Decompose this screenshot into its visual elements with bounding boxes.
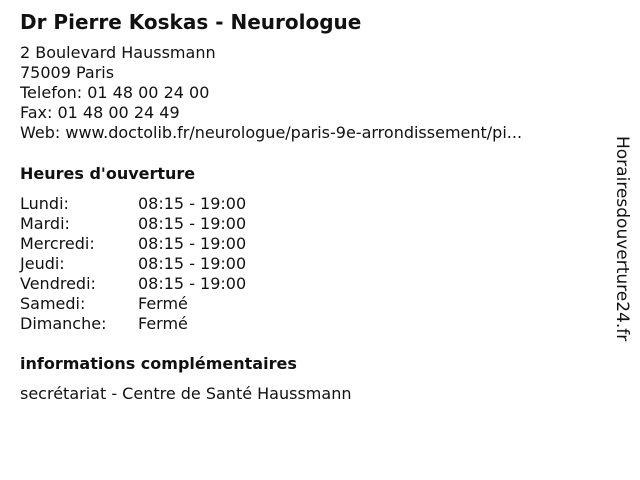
day-hours: 08:15 - 19:00 [138,254,247,273]
hours-row-wednesday [20,234,246,254]
hours-row-saturday [20,294,246,314]
additional-info-heading: informations complémentaires [20,354,297,373]
hours-row-friday [20,274,246,294]
day-hours: 08:15 - 19:00 [138,214,247,233]
website-link[interactable]: Web: www.doctolib.fr/neurologue/paris-9e-arrondissement/pi... [20,123,523,142]
day-hours: 08:15 - 19:00 [138,274,247,293]
day-label: Vendredi: [20,274,96,293]
day-hours: Fermé [138,314,188,333]
day-label: Mardi: [20,214,70,233]
hours-row-thursday [20,254,246,274]
hours-row-monday [20,194,246,214]
opening-hours-table [20,194,246,334]
day-label: Lundi: [20,194,69,213]
address-block [20,43,522,143]
vertical-brand-watermark [612,136,632,376]
hours-row-tuesday [20,214,246,234]
opening-hours-heading: Heures d'ouverture [20,164,196,183]
day-hours: Fermé [138,294,188,313]
hours-row-sunday [20,314,246,334]
day-hours: 08:15 - 19:00 [138,194,247,213]
brand-text: Horairesdouverture24.fr [612,136,632,342]
city-postcode: 75009 Paris [20,63,115,82]
page-title: Dr Pierre Koskas - Neurologue [20,10,362,34]
day-hours: 08:15 - 19:00 [138,234,247,253]
day-label: Mercredi: [20,234,95,253]
fax-number: Fax: 01 48 00 24 49 [20,103,180,122]
day-label: Dimanche: [20,314,107,333]
day-label: Jeudi: [20,254,65,273]
phone-number: Telefon: 01 48 00 24 00 [20,83,210,102]
street-address: 2 Boulevard Haussmann [20,43,216,62]
day-label: Samedi: [20,294,86,313]
additional-info-text: secrétariat - Centre de Santé Haussmann [20,384,352,403]
